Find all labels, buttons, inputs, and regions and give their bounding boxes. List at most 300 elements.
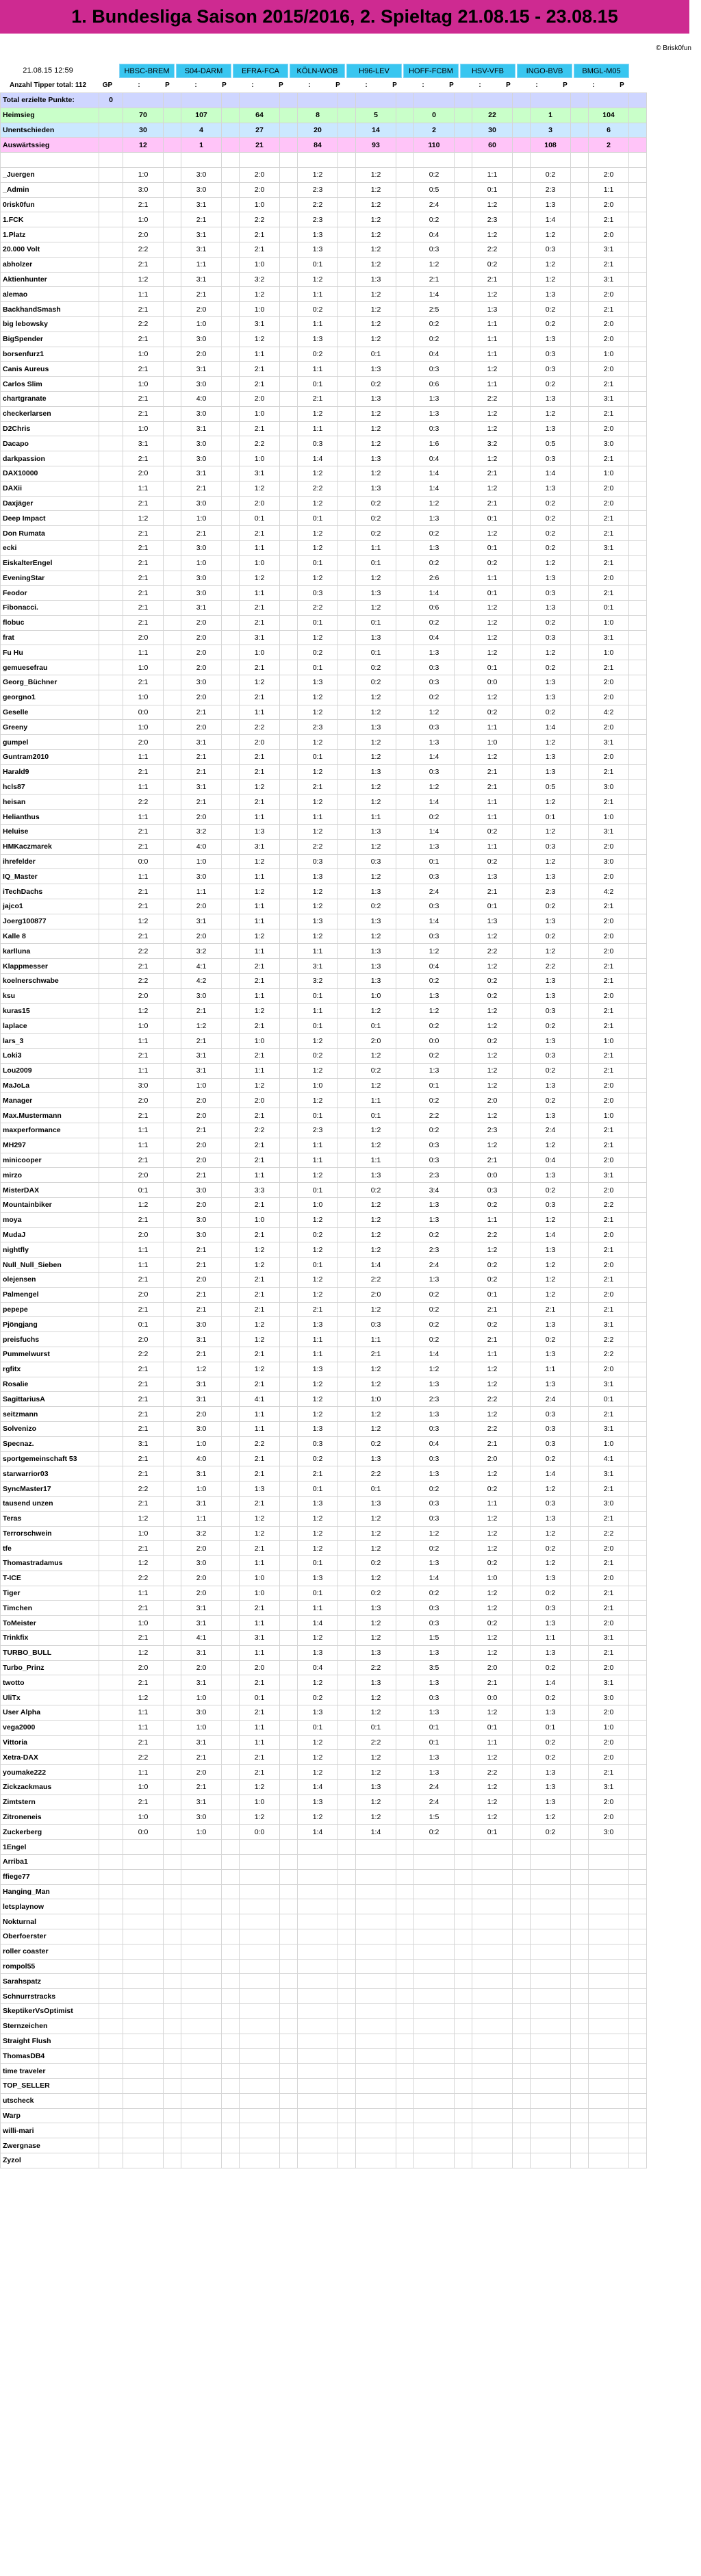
- points-cell: [629, 362, 647, 377]
- points-cell: [164, 466, 181, 481]
- tip-cell: [414, 2064, 455, 2079]
- tip-cell: 1:3: [472, 914, 513, 929]
- points-cell: [396, 1750, 414, 1765]
- tip-cell: [414, 2108, 455, 2123]
- points-cell: [338, 391, 356, 406]
- points-cell: [571, 1705, 589, 1721]
- points-cell: [455, 1108, 472, 1123]
- tip-cell: [181, 2004, 222, 2019]
- points-cell: [222, 1362, 240, 1377]
- table-row: [1, 2018, 647, 2034]
- tip-cell: 1:2: [240, 929, 280, 944]
- tip-cell: [181, 1959, 222, 1974]
- gp-cell: [99, 421, 123, 436]
- points-cell: [338, 720, 356, 735]
- tip-cell: 1:2: [531, 555, 571, 571]
- tip-cell: 3:1: [589, 1421, 629, 1436]
- row-label: Harald9: [1, 764, 99, 779]
- tip-cell: 1:2: [240, 854, 280, 869]
- points-cell: [222, 959, 240, 974]
- tip-cell: 0:1: [472, 182, 513, 197]
- tip-cell: 1:2: [240, 1258, 280, 1273]
- points-cell: [280, 526, 298, 541]
- gp-cell: [99, 406, 123, 421]
- tip-cell: 1:2: [356, 705, 396, 720]
- points-cell: [338, 914, 356, 929]
- points-cell: [513, 974, 531, 989]
- points-cell: [338, 974, 356, 989]
- points-cell: [164, 1392, 181, 1407]
- points-cell: [629, 1258, 647, 1273]
- gp-cell: [99, 750, 123, 765]
- points-cell: [455, 601, 472, 616]
- gp-cell: [99, 1780, 123, 1795]
- tip-cell: 2:0: [240, 496, 280, 511]
- points-cell: [164, 242, 181, 257]
- tip-cell: 27: [240, 123, 280, 138]
- tip-cell: 1:2: [240, 1810, 280, 1825]
- tip-cell: 2:2: [123, 795, 164, 810]
- points-cell: [222, 1616, 240, 1631]
- points-cell: [571, 1018, 589, 1034]
- points-cell: [513, 1929, 531, 1944]
- tip-cell: 1:3: [531, 1347, 571, 1362]
- tip-cell: 3:0: [181, 675, 222, 690]
- tip-cell: 2:1: [531, 1302, 571, 1317]
- points-cell: [571, 1034, 589, 1049]
- table-row: [1, 1153, 647, 1168]
- tip-cell: 2:4: [414, 1258, 455, 1273]
- table-row: [1, 1168, 647, 1183]
- points-cell: [164, 555, 181, 571]
- tip-cell: 1:2: [298, 1631, 338, 1646]
- tip-cell: 0:5: [531, 779, 571, 795]
- points-cell: [280, 571, 298, 586]
- points-cell: [280, 302, 298, 317]
- sub-header-colon: :: [251, 82, 254, 89]
- row-label: Zwergnase: [1, 2138, 99, 2153]
- tip-cell: [589, 2123, 629, 2138]
- points-cell: [338, 1795, 356, 1810]
- row-label: abholzer: [1, 257, 99, 272]
- points-cell: [455, 1765, 472, 1780]
- row-label: Solvenizo: [1, 1421, 99, 1436]
- tip-cell: 1:3: [531, 675, 571, 690]
- points-cell: [280, 1735, 298, 1750]
- points-cell: [280, 1586, 298, 1601]
- tip-cell: 2:3: [472, 1123, 513, 1138]
- points-cell: [571, 750, 589, 765]
- row-label: gemuesefrau: [1, 660, 99, 675]
- tip-cell: 2:0: [181, 929, 222, 944]
- points-cell: [629, 436, 647, 451]
- tip-cell: 2:1: [589, 526, 629, 541]
- tip-cell: [240, 2034, 280, 2049]
- tip-cell: 0:2: [472, 1034, 513, 1049]
- table-row: [1, 1466, 647, 1481]
- tip-cell: 3:1: [181, 779, 222, 795]
- tip-cell: [181, 2049, 222, 2064]
- points-cell: [396, 526, 414, 541]
- row-label: Zuckerberg: [1, 1825, 99, 1840]
- points-cell: [338, 138, 356, 153]
- tip-cell: 30: [123, 123, 164, 138]
- tip-cell: 2: [414, 123, 455, 138]
- tip-cell: [356, 1855, 396, 1870]
- gp-cell: [99, 316, 123, 332]
- points-cell: [571, 1197, 589, 1212]
- points-cell: [571, 257, 589, 272]
- points-cell: [222, 257, 240, 272]
- points-cell: [338, 227, 356, 242]
- tip-cell: 0:4: [531, 1153, 571, 1168]
- tip-cell: 1:3: [531, 914, 571, 929]
- tip-cell: 2:0: [181, 810, 222, 825]
- tip-cell: 2:1: [589, 257, 629, 272]
- tip-cell: 1:2: [531, 825, 571, 840]
- points-cell: [629, 167, 647, 182]
- points-cell: [280, 2108, 298, 2123]
- points-cell: [222, 1914, 240, 1929]
- points-cell: [338, 1690, 356, 1705]
- tip-cell: 3:1: [181, 362, 222, 377]
- tip-cell: 2:0: [589, 1810, 629, 1825]
- points-cell: [164, 1840, 181, 1855]
- table-row: [1, 899, 647, 914]
- tip-cell: [414, 2078, 455, 2093]
- points-cell: [455, 1168, 472, 1183]
- points-cell: [396, 1347, 414, 1362]
- points-cell: [629, 406, 647, 421]
- tip-cell: 2:0: [240, 182, 280, 197]
- table-row: [1, 1601, 647, 1616]
- tip-cell: 2:0: [240, 1093, 280, 1108]
- gp-cell: [99, 1989, 123, 2004]
- table-row: [1, 1616, 647, 1631]
- points-cell: [164, 884, 181, 899]
- points-cell: [455, 779, 472, 795]
- tip-cell: [240, 2093, 280, 2108]
- points-cell: [164, 2018, 181, 2034]
- tip-cell: 1:3: [298, 675, 338, 690]
- points-cell: [629, 1571, 647, 1586]
- points-cell: [338, 1496, 356, 1511]
- table-row: [1, 1959, 647, 1974]
- points-cell: [280, 436, 298, 451]
- points-cell: [629, 1810, 647, 1825]
- gp-cell: [99, 2049, 123, 2064]
- tip-cell: [472, 93, 513, 108]
- tip-cell: 1:2: [298, 1287, 338, 1302]
- gp-label: GP: [102, 82, 113, 89]
- points-cell: [222, 1869, 240, 1884]
- tip-cell: 1:1: [472, 347, 513, 362]
- points-cell: [338, 212, 356, 227]
- points-cell: [513, 1407, 531, 1422]
- points-cell: [222, 1168, 240, 1183]
- points-cell: [396, 1989, 414, 2004]
- tip-cell: 1:2: [356, 750, 396, 765]
- tip-cell: [123, 2018, 164, 2034]
- points-cell: [571, 1003, 589, 1018]
- tip-cell: [531, 2034, 571, 2049]
- points-cell: [571, 1929, 589, 1944]
- points-cell: [455, 1675, 472, 1690]
- tip-cell: 2:1: [123, 839, 164, 854]
- points-cell: [338, 959, 356, 974]
- points-cell: [338, 1765, 356, 1780]
- tip-cell: [123, 2153, 164, 2168]
- points-cell: [222, 2123, 240, 2138]
- points-cell: [396, 944, 414, 959]
- tip-cell: 0:1: [414, 1735, 455, 1750]
- points-cell: [222, 645, 240, 660]
- points-cell: [513, 571, 531, 586]
- points-cell: [164, 2034, 181, 2049]
- tip-cell: 1:3: [531, 764, 571, 779]
- tip-cell: 1:1: [240, 988, 280, 1003]
- points-cell: [455, 869, 472, 884]
- points-cell: [455, 1944, 472, 1959]
- tip-cell: 1:2: [531, 257, 571, 272]
- sub-header-points: P: [449, 82, 454, 89]
- tip-cell: 2:3: [531, 884, 571, 899]
- table-row: [1, 1063, 647, 1078]
- tip-cell: 1:4: [414, 914, 455, 929]
- points-cell: [396, 182, 414, 197]
- points-cell: [222, 1377, 240, 1392]
- tip-cell: 2:0: [589, 1183, 629, 1198]
- points-cell: [396, 1436, 414, 1451]
- points-cell: [338, 123, 356, 138]
- points-cell: [164, 645, 181, 660]
- points-cell: [571, 2153, 589, 2168]
- tip-cell: 3:1: [181, 1795, 222, 1810]
- points-cell: [455, 406, 472, 421]
- points-cell: [280, 810, 298, 825]
- tip-cell: 1:1: [240, 899, 280, 914]
- gp-cell: [99, 825, 123, 840]
- points-cell: [164, 854, 181, 869]
- tip-cell: 2:2: [123, 1347, 164, 1362]
- row-label: 0risk0fun: [1, 197, 99, 212]
- points-cell: [513, 959, 531, 974]
- points-cell: [396, 779, 414, 795]
- tip-cell: 2:1: [240, 421, 280, 436]
- points-cell: [222, 1959, 240, 1974]
- tip-cell: 0:2: [531, 899, 571, 914]
- tip-cell: 2:2: [356, 1735, 396, 1750]
- points-cell: [396, 451, 414, 466]
- points-cell: [164, 1914, 181, 1929]
- row-label: Zimtstern: [1, 1795, 99, 1810]
- tip-cell: 1:1: [298, 810, 338, 825]
- points-cell: [396, 2093, 414, 2108]
- tip-cell: 3:2: [298, 974, 338, 989]
- points-cell: [338, 2078, 356, 2093]
- tip-cell: 1:1: [356, 810, 396, 825]
- points-cell: [280, 1959, 298, 1974]
- points-cell: [629, 1735, 647, 1750]
- points-cell: [396, 1974, 414, 1989]
- tip-cell: [472, 1855, 513, 1870]
- tip-cell: 2:1: [589, 1272, 629, 1287]
- tip-cell: 2:0: [123, 630, 164, 645]
- gp-cell: [99, 1855, 123, 1870]
- points-cell: [571, 959, 589, 974]
- points-cell: [513, 1601, 531, 1616]
- tip-cell: [589, 1989, 629, 2004]
- table-row: [1, 1317, 647, 1332]
- tip-cell: 2:0: [589, 362, 629, 377]
- points-cell: [513, 839, 531, 854]
- tip-cell: 2:1: [123, 675, 164, 690]
- tip-cell: 1:2: [472, 1750, 513, 1765]
- timestamp: 21.08.15 12:59: [23, 66, 73, 75]
- spacer-cell: [513, 153, 531, 168]
- tip-cell: 1: [531, 108, 571, 123]
- points-cell: [455, 377, 472, 392]
- points-cell: [280, 869, 298, 884]
- tip-cell: 2:0: [589, 496, 629, 511]
- points-cell: [513, 764, 531, 779]
- points-cell: [280, 1436, 298, 1451]
- points-cell: [455, 481, 472, 496]
- points-cell: [455, 839, 472, 854]
- tip-cell: 2:2: [123, 974, 164, 989]
- tip-cell: 1:3: [356, 586, 396, 601]
- points-cell: [338, 1362, 356, 1377]
- tip-cell: 1:2: [472, 1003, 513, 1018]
- tip-cell: 3:0: [181, 1183, 222, 1198]
- points-cell: [455, 302, 472, 317]
- tip-cell: [181, 2018, 222, 2034]
- points-cell: [455, 705, 472, 720]
- table-row: [1, 2153, 647, 2168]
- tip-cell: [472, 1884, 513, 1899]
- tip-cell: 2:1: [589, 511, 629, 526]
- tip-cell: 0:3: [414, 899, 455, 914]
- tip-cell: 0:1: [298, 1258, 338, 1273]
- gp-cell: [99, 1810, 123, 1825]
- points-cell: [513, 1735, 531, 1750]
- tip-cell: 6: [589, 123, 629, 138]
- tip-cell: 1:3: [414, 1272, 455, 1287]
- points-cell: [455, 1780, 472, 1795]
- points-cell: [222, 1034, 240, 1049]
- row-label: UliTx: [1, 1690, 99, 1705]
- tip-cell: 0:1: [298, 988, 338, 1003]
- points-cell: [455, 2049, 472, 2064]
- tip-cell: 0:3: [298, 586, 338, 601]
- tip-cell: 1:3: [298, 227, 338, 242]
- points-cell: [455, 944, 472, 959]
- tip-cell: 60: [472, 138, 513, 153]
- points-cell: [222, 944, 240, 959]
- points-cell: [338, 690, 356, 705]
- tip-cell: 0:4: [414, 451, 455, 466]
- tip-cell: [298, 2078, 338, 2093]
- points-cell: [513, 108, 531, 123]
- tip-cell: 1:2: [414, 1362, 455, 1377]
- points-cell: [164, 1003, 181, 1018]
- points-cell: [455, 1690, 472, 1705]
- tip-cell: 3:1: [181, 1496, 222, 1511]
- tip-cell: [472, 2064, 513, 2079]
- row-label: Mountainbiker: [1, 1197, 99, 1212]
- points-cell: [338, 1601, 356, 1616]
- points-cell: [629, 1108, 647, 1123]
- tip-cell: 2:0: [589, 690, 629, 705]
- gp-cell: [99, 1645, 123, 1660]
- row-label: lars_3: [1, 1034, 99, 1049]
- gp-cell: [99, 1421, 123, 1436]
- points-cell: [396, 1929, 414, 1944]
- table-row: [1, 511, 647, 526]
- gp-cell: [99, 496, 123, 511]
- points-cell: [513, 362, 531, 377]
- table-row: [1, 1914, 647, 1929]
- tip-cell: [356, 1884, 396, 1899]
- table-row: [1, 1197, 647, 1212]
- points-cell: [222, 332, 240, 347]
- points-cell: [571, 660, 589, 675]
- points-cell: [513, 735, 531, 750]
- points-cell: [396, 421, 414, 436]
- points-cell: [164, 1586, 181, 1601]
- points-cell: [396, 1227, 414, 1242]
- points-cell: [629, 1705, 647, 1721]
- points-cell: [338, 1392, 356, 1407]
- points-cell: [396, 496, 414, 511]
- tip-cell: 64: [240, 108, 280, 123]
- points-cell: [222, 1660, 240, 1675]
- tip-cell: 2:2: [356, 1466, 396, 1481]
- tip-cell: 1:0: [589, 1720, 629, 1735]
- points-cell: [629, 1675, 647, 1690]
- points-cell: [455, 1795, 472, 1810]
- points-cell: [513, 1645, 531, 1660]
- tip-cell: [181, 1869, 222, 1884]
- tip-cell: 4:1: [181, 1631, 222, 1646]
- points-cell: [222, 316, 240, 332]
- tip-cell: 0:1: [414, 1720, 455, 1735]
- tip-cell: [181, 1855, 222, 1870]
- tip-cell: 0:3: [414, 1421, 455, 1436]
- gp-cell: [99, 257, 123, 272]
- tip-cell: 1:2: [472, 1018, 513, 1034]
- tip-cell: 0:2: [356, 1556, 396, 1571]
- tip-cell: 1:2: [356, 1242, 396, 1258]
- tip-cell: 2:2: [298, 601, 338, 616]
- tip-cell: [531, 2153, 571, 2168]
- points-cell: [222, 795, 240, 810]
- row-label: kuras15: [1, 1003, 99, 1018]
- table-row: [1, 1571, 647, 1586]
- points-cell: [338, 1705, 356, 1721]
- gp-cell: [99, 1496, 123, 1511]
- points-cell: [513, 1705, 531, 1721]
- tip-cell: 1:3: [414, 1377, 455, 1392]
- tip-cell: 1:0: [181, 1481, 222, 1497]
- points-cell: [222, 481, 240, 496]
- match-header: BMGL-M05: [574, 64, 629, 78]
- points-cell: [280, 1197, 298, 1212]
- points-cell: [280, 1347, 298, 1362]
- points-cell: [338, 511, 356, 526]
- points-cell: [280, 615, 298, 630]
- points-cell: [629, 1332, 647, 1347]
